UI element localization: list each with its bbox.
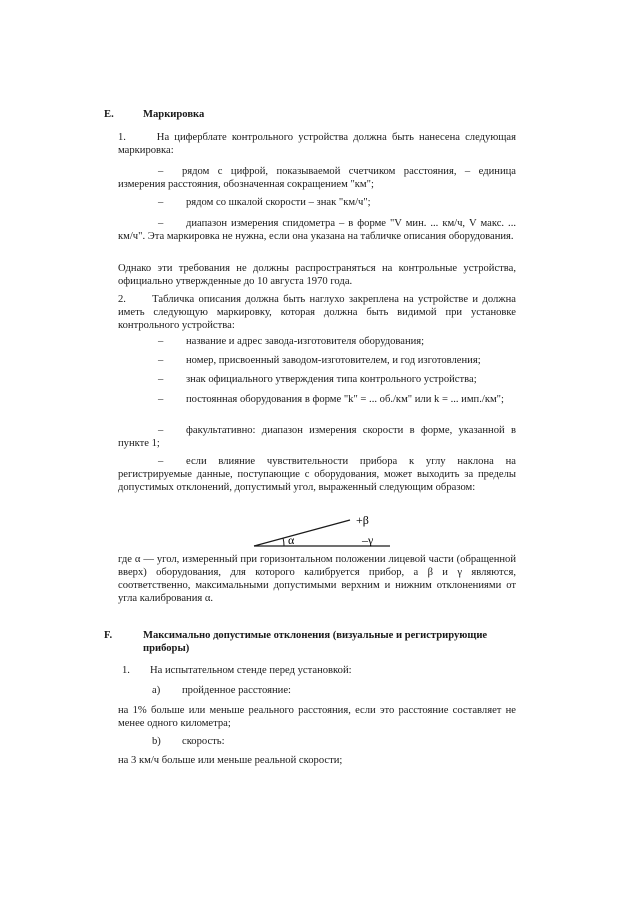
item-a-body: на 1% больше или меньше реального расстояния, если это расстояние составляет не менее одного километра;: [118, 705, 516, 729]
bullet-speedometer-range: диапазон измерения спидометра – в форме "V мин. ... км/ч, V макс. ... км/ч". Эта маркировка не нужна, если она указана на табличке описания оборудования.: [118, 218, 516, 242]
section-f-title: Максимально допустимые отклонения (визуальные и регистрирующие приборы): [143, 630, 488, 654]
bullet-distance-unit: рядом с цифрой, показываемой счетчиком расстояния, – единица измерения расстояния, обозначенная сокращением "км";: [118, 166, 516, 190]
dash-marker: –: [158, 197, 164, 208]
angle-explanation: где α — угол, измеренный при горизонтальном положении лицевой части (обращенной вверх) оборудования, для которого калибруется прибор, а β и γ являются, соответственно, максимальными допустимыми верхним и нижним отклонениями от угла калибрования α.: [118, 554, 516, 604]
item-f1-text: На испытательном стенде перед установкой:: [150, 665, 352, 676]
item-f1-number: 1.: [122, 665, 130, 676]
item-a-text: пройденное расстояние:: [182, 685, 291, 696]
item-manufacturer: название и адрес завода-изготовителя оборудования;: [186, 336, 425, 347]
paragraph-1: 1. На циферблате контрольного устройства должна быть нанесена следующая маркировка:: [118, 132, 516, 156]
item-b-label: b): [152, 736, 161, 747]
item-tilt-angle: если влияние чувствительности прибора к углу наклона на регистрируемые данные, поступающие с оборудования, может выходить за пределы допустимых отклонений, допустимый угол, выраженный следующим образом:: [118, 456, 516, 493]
item-serial-year: номер, присвоенный заводом-изготовителем, и год изготовления;: [186, 355, 481, 366]
paragraph-1-note: Однако эти требования не должны распространяться на контрольные устройства, официально утвержденные до 10 августа 1970 года.: [118, 263, 516, 287]
section-f-letter: F.: [104, 630, 113, 641]
angle-diagram: [240, 508, 400, 556]
bullet-speed-sign: рядом со шкалой скорости – знак "км/ч";: [186, 197, 371, 208]
minus-gamma-label: –γ: [362, 533, 374, 547]
dash-marker: –: [158, 394, 164, 405]
section-e-title: Маркировка: [143, 109, 205, 120]
item-a-label: a): [152, 685, 161, 696]
dash-marker: –: [158, 456, 164, 467]
paragraph-2: 2. Табличка описания должна быть наглухо закреплена на устройстве и должна иметь следующую маркировку, которая должна быть видимой при установке контрольного устройства:: [118, 294, 516, 331]
angle-arc: [283, 538, 284, 546]
item-constant: постоянная оборудования в форме "k" = ... об./км" или k = ... имп./км";: [186, 394, 504, 405]
item-optional-range: факультативно: диапазон измерения скорости в форме, указанной в пункте 1;: [118, 425, 516, 449]
inclined-line: [254, 520, 350, 546]
dash-marker: –: [158, 336, 164, 347]
item-b-body: на 3 км/ч больше или меньше реальной скорости;: [118, 755, 343, 766]
dash-marker: –: [158, 166, 164, 177]
item-approval-mark: знак официального утверждения типа контрольного устройства;: [186, 374, 477, 385]
section-e-letter: E.: [104, 109, 114, 120]
alpha-label: α: [288, 533, 295, 547]
plus-beta-label: +β: [356, 513, 369, 527]
item-b-text: скорость:: [182, 736, 225, 747]
dash-marker: –: [158, 374, 164, 385]
dash-marker: –: [158, 355, 164, 366]
dash-marker: –: [158, 425, 164, 436]
dash-marker: –: [158, 218, 164, 229]
